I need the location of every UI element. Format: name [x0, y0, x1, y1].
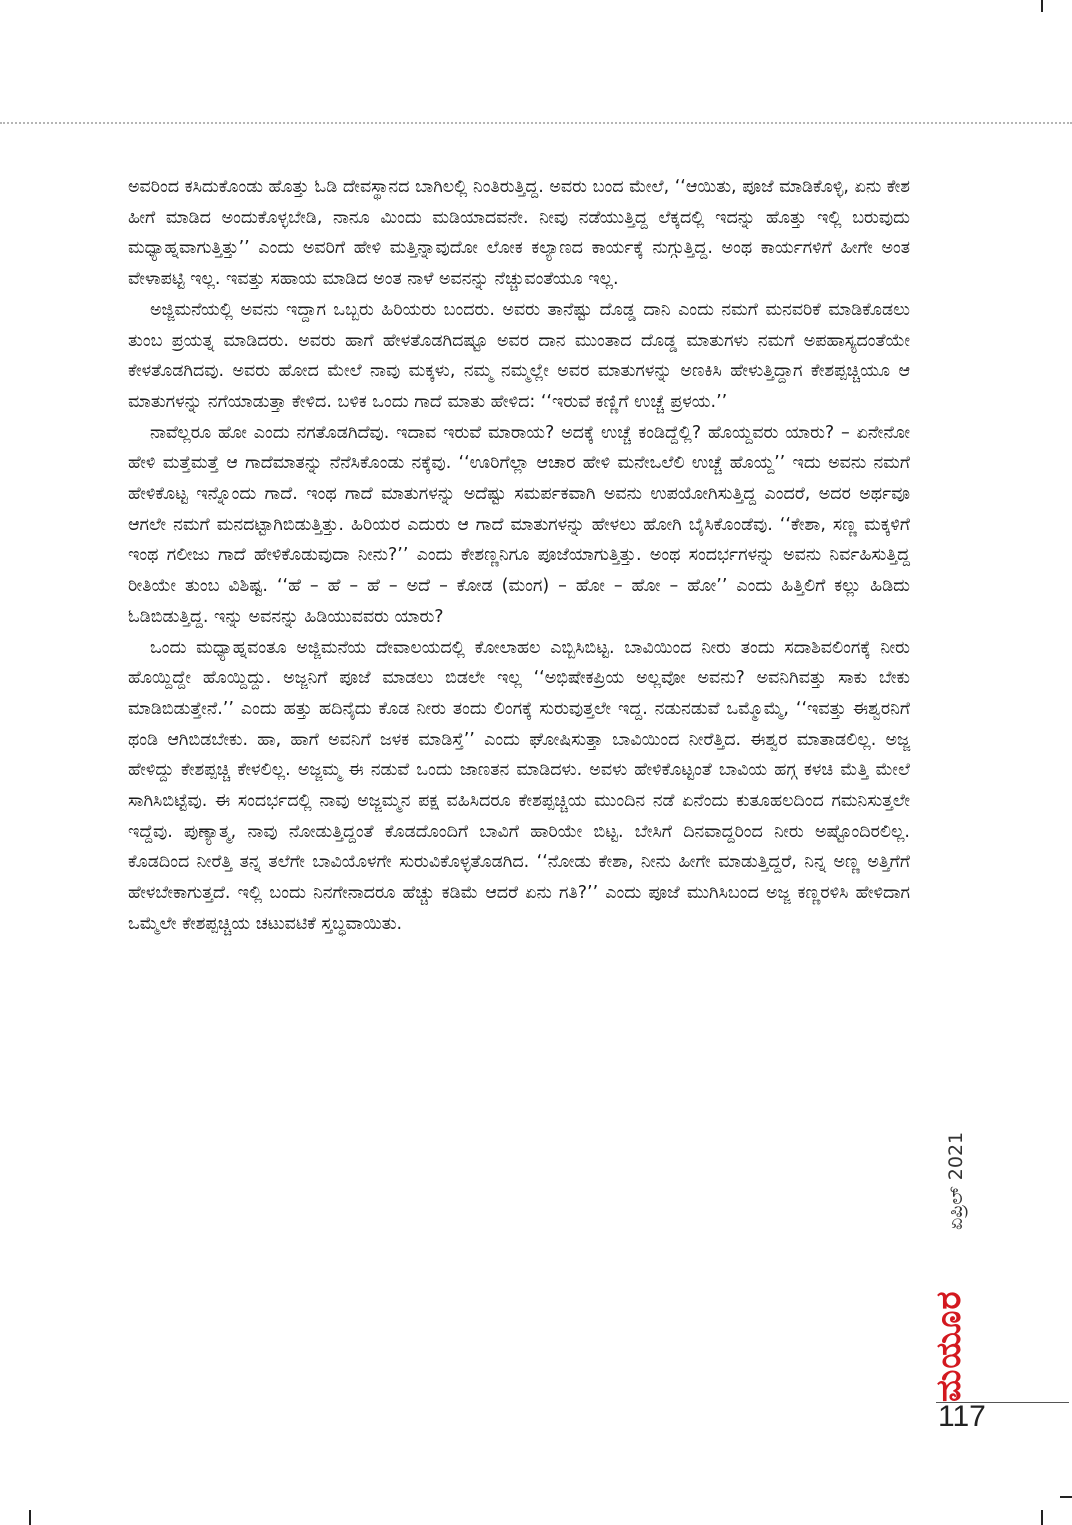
magazine-side-label	[925, 1110, 969, 1410]
article-paragraph-1: ಅವರಿಂದ ಕಸಿದುಕೊಂಡು ಹೊತ್ತು ಓಡಿ ದೇವಸ್ಥಾನದ ಬಾಗಿಲಲ್ಲಿ ನಿಂತಿರುತ್ತಿದ್ದ. ಅವರು ಬಂದ ಮೇಲೆ, ‘‘ಆಯಿತು, ಪೂಜೆ ಮಾಡಿಕೊಳ್ಳಿ, ಏನು ಕೇಶ ಹೀಗೆ ಮಾಡಿದ ಅಂದುಕೊಳ್ಳಬೇಡಿ, ನಾನೂ ಮಿಂದು ಮಡಿಯಾದವನೇ. ನೀವು ನಡೆಯುತ್ತಿದ್ದ ಲೆಕ್ಕದಲ್ಲಿ ಇದನ್ನು ಹೊತ್ತು ಇಲ್ಲಿ ಬರುವುದು ಮಧ್ಯಾಹ್ನವಾಗುತ್ತಿತ್ತು’’ ಎಂದು ಅವರಿಗೆ ಹೇಳಿ ಮತ್ತಿನ್ನಾವುದೋ ಲೋಕ ಕಲ್ಯಾಣದ ಕಾರ್ಯಕ್ಕೆ ನುಗ್ಗುತ್ತಿದ್ದ. ಅಂಥ ಕಾರ್ಯಗಳಿಗೆ ಹೀಗೇ ಅಂತ ವೇಳಾಪಟ್ಟಿ ಇಲ್ಲ. ಇವತ್ತು ಸಹಾಯ ಮಾಡಿದ ಅಂತ ನಾಳೆ ಅವನನ್ನು ನೆಚ್ಚುವಂತೆಯೂ ಇಲ್ಲ.	[128, 177, 910, 290]
article-paragraph-4: ಒಂದು ಮಧ್ಯಾಹ್ನವಂತೂ ಅಜ್ಜಿಮನೆಯ ದೇವಾಲಯದಲ್ಲಿ ಕೋಲಾಹಲ ಎಬ್ಬಿಸಿಬಿಟ್ಟ. ಬಾವಿಯಿಂದ ನೀರು ತಂದು ಸದಾಶಿವಲಿಂಗಕ್ಕೆ ನೀರು ಹೊಯ್ದಿದ್ದೇ ಹೊಯ್ದಿದ್ದು. ಅಜ್ಜನಿಗೆ ಪೂಜೆ ಮಾಡಲು ಬಿಡಲೇ ಇಲ್ಲ ‘‘ಅಭಿಷೇಕಪ್ರಿಯ ಅಲ್ಲವೋ ಅವನು? ಅವನಿಗಿವತ್ತು ಸಾಕು ಬೇಕು ಮಾಡಿಬಿಡುತ್ತೇನೆ.’’ ಎಂದು ಹತ್ತು ಹದಿನೈದು ಕೊಡ ನೀರು ತಂದು ಲಿಂಗಕ್ಕೆ ಸುರುವುತ್ತಲೇ ಇದ್ದ. ನಡುನಡುವೆ ಒಮ್ಮೊಮ್ಮೆ, ‘‘ಇವತ್ತು ಈಶ್ವರನಿಗೆ ಥಂಡಿ ಆಗಿಬಿಡಬೇಕು. ಹಾ, ಹಾಗೆ ಅವನಿಗೆ ಜಳಕ ಮಾಡಿಸ್ತೆ’’ ಎಂದು ಘೋಷಿಸುತ್ತಾ ಬಾವಿಯಿಂದ ನೀರೆತ್ತಿದ. ಈಶ್ವರ ಮಾತಾಡಲಿಲ್ಲ. ಅಜ್ಜ ಹೇಳಿದ್ದು ಕೇಶಪ್ಪಚ್ಚಿ ಕೇಳಲಿಲ್ಲ. ಅಜ್ಜಮ್ಮ ಈ ನಡುವೆ ಒಂದು ಜಾಣತನ ಮಾಡಿದಳು. ಅವಳು ಹೇಳಿಕೊಟ್ಟಂತೆ ಬಾವಿಯ ಹಗ್ಗ ಕಳಚಿ ಮೆತ್ತಿ ಮೇಲೆ ಸಾಗಿಸಿಬಿಟ್ಟೆವು. ಈ ಸಂದರ್ಭದಲ್ಲಿ ನಾವು ಅಜ್ಜಮ್ಮನ ಪಕ್ಷ ವಹಿಸಿದರೂ ಕೇಶಪ್ಪಚ್ಚಿಯ ಮುಂದಿನ ನಡೆ ಏನೆಂದು ಕುತೂಹಲದಿಂದ ಗಮನಿಸುತ್ತಲೇ ಇದ್ದೆವು. ಪುಣ್ಯಾತ್ಮ, ನಾವು ನೋಡುತ್ತಿದ್ದಂತೆ ಕೊಡದೊಂದಿಗೆ ಬಾವಿಗೆ ಹಾರಿಯೇ ಬಿಟ್ಟ. ಬೇಸಿಗೆ ದಿನವಾದ್ದರಿಂದ ನೀರು ಅಷ್ಟೊಂದಿರಲಿಲ್ಲ. ಕೊಡದಿಂದ ನೀರೆತ್ತಿ ತನ್ನ ತಲೆಗೇ ಬಾವಿಯೊಳಗೇ ಸುರುವಿಕೊಳ್ಳತೊಡಗಿದ. ‘‘ನೋಡು ಕೇಶಾ, ನೀನು ಹೀಗೇ ಮಾಡುತ್ತಿದ್ದರೆ, ನಿನ್ನ ಅಣ್ಣ ಅತ್ತಿಗೆಗೆ ಹೇಳಬೇಕಾಗುತ್ತದೆ. ಇಲ್ಲಿ ಬಂದು ನಿನಗೇನಾದರೂ ಹೆಚ್ಚು ಕಡಿಮೆ ಆದರೆ ಏನು ಗತಿ?’’ ಎಂದು ಪೂಜೆ ಮುಗಿಸಿಬಂದ ಅಜ್ಜ ಕಣ್ಣರಳಿಸಿ ಹೇಳಿದಾಗ ಒಮ್ಮೆಲೇ ಕೇಶಪ್ಪಚ್ಚಿಯ ಚಟುವಟಿಕೆ ಸ್ತಬ್ಧವಾಯಿತು.	[128, 637, 910, 934]
crop-mark-bottom-right-v	[1041, 1510, 1043, 1525]
crop-mark-bottom-left	[29, 1510, 31, 1525]
issue-date: ಏಪ್ರಿಲ್ 2021	[945, 1131, 967, 1230]
header-dotted-divider	[0, 122, 1072, 124]
page-number: 117	[938, 1400, 986, 1433]
article-paragraph-2: ಅಜ್ಜಿಮನೆಯಲ್ಲಿ ಅವನು ಇದ್ದಾಗ ಒಬ್ಬರು ಹಿರಿಯರು ಬಂದರು. ಅವರು ತಾನೆಷ್ಟು ದೊಡ್ಡ ದಾನಿ ಎಂದು ನಮಗೆ ಮನವರಿಕೆ ಮಾಡಿಕೊಡಲು ತುಂಬ ಪ್ರಯತ್ನ ಮಾಡಿದರು. ಅವರು ಹಾಗೆ ಹೇಳತೊಡಗಿದಷ್ಟೂ ಅವರ ದಾನ ಮುಂತಾದ ದೊಡ್ಡ ಮಾತುಗಳು ನಮಗೆ ಅಪಹಾಸ್ಯದಂತೆಯೇ ಕೇಳತೊಡಗಿದವು. ಅವರು ಹೋದ ಮೇಲೆ ನಾವು ಮಕ್ಕಳು, ನಮ್ಮ ನಮ್ಮಲ್ಲೇ ಅವರ ಮಾತುಗಳನ್ನು ಅಣಕಿಸಿ ಹೇಳುತ್ತಿದ್ದಾಗ ಕೇಶಪ್ಪಚ್ಚಿಯೂ ಆ ಮಾತುಗಳನ್ನು ನಗೆಯಾಡುತ್ತಾ ಕೇಳಿದ. ಬಳಿಕ ಒಂದು ಗಾದೆ ಮಾತು ಹೇಳಿದ: ‘‘ಇರುವೆ ಕಣ್ಣಿಗೆ ಉಚ್ಚೆ ಪ್ರಳಯ.’’	[128, 299, 910, 412]
crop-mark-top-right	[1041, 0, 1043, 12]
crop-mark-bottom-right-h	[1060, 1496, 1072, 1498]
article-body	[128, 172, 910, 940]
article-paragraph-3: ನಾವೆಲ್ಲರೂ ಹೋ ಎಂದು ನಗತೊಡಗಿದೆವು. ಇದಾವ ಇರುವೆ ಮಾರಾಯ? ಅದಕ್ಕೆ ಉಚ್ಚೆ ಕಂಡಿದ್ದೆಲ್ಲಿ? ಹೊಯ್ದವರು ಯಾರು? – ಏನೇನೋ ಹೇಳಿ ಮತ್ತೆಮತ್ತೆ ಆ ಗಾದೆಮಾತನ್ನು ನೆನೆಸಿಕೊಂಡು ನಕ್ಕೆವು. ‘‘ಊರಿಗೆಲ್ಲಾ ಆಚಾರ ಹೇಳಿ ಮನೇಒಲೆಲಿ ಉಚ್ಚೆ ಹೊಯ್ದ’’ ಇದು ಅವನು ನಮಗೆ ಹೇಳಿಕೊಟ್ಟ ಇನ್ನೊಂದು ಗಾದೆ. ಇಂಥ ಗಾದೆ ಮಾತುಗಳನ್ನು ಅದೆಷ್ಟು ಸಮರ್ಪಕವಾಗಿ ಅವನು ಉಪಯೋಗಿಸುತ್ತಿದ್ದ ಎಂದರೆ, ಅದರ ಅರ್ಥವೂ ಆಗಲೇ ನಮಗೆ ಮನದಟ್ಟಾಗಿಬಿಡುತ್ತಿತ್ತು. ಹಿರಿಯರ ಎದುರು ಆ ಗಾದೆ ಮಾತುಗಳನ್ನು ಹೇಳಲು ಹೋಗಿ ಬೈಸಿಕೊಂಡೆವು. ‘‘ಕೇಶಾ, ಸಣ್ಣ ಮಕ್ಕಳಿಗೆ ಇಂಥ ಗಲೀಜು ಗಾದೆ ಹೇಳಿಕೊಡುವುದಾ ನೀನು?’’ ಎಂದು ಕೇಶಣ್ಣನಿಗೂ ಪೂಜೆಯಾಗುತ್ತಿತ್ತು. ಅಂಥ ಸಂದರ್ಭಗಳನ್ನು ಅವನು ನಿರ್ವಹಿಸುತ್ತಿದ್ದ ರೀತಿಯೇ ತುಂಬ ವಿಶಿಷ್ಟ. ‘‘ಹೆ – ಹೆ – ಹೆ – ಅದೆ – ಕೋಡ (ಮಂಗ) – ಹೋ – ಹೋ – ಹೋ’’ ಎಂದು ಹಿತ್ತಿಲಿಗೆ ಕಲ್ಲು ಹಿಡಿದು ಓಡಿಬಿಡುತ್ತಿದ್ದ. ಇನ್ನು ಅವನನ್ನು ಹಿಡಿಯುವವರು ಯಾರು?	[128, 422, 910, 627]
magazine-brand-logo: ಮಯೂರ	[929, 1290, 969, 1402]
